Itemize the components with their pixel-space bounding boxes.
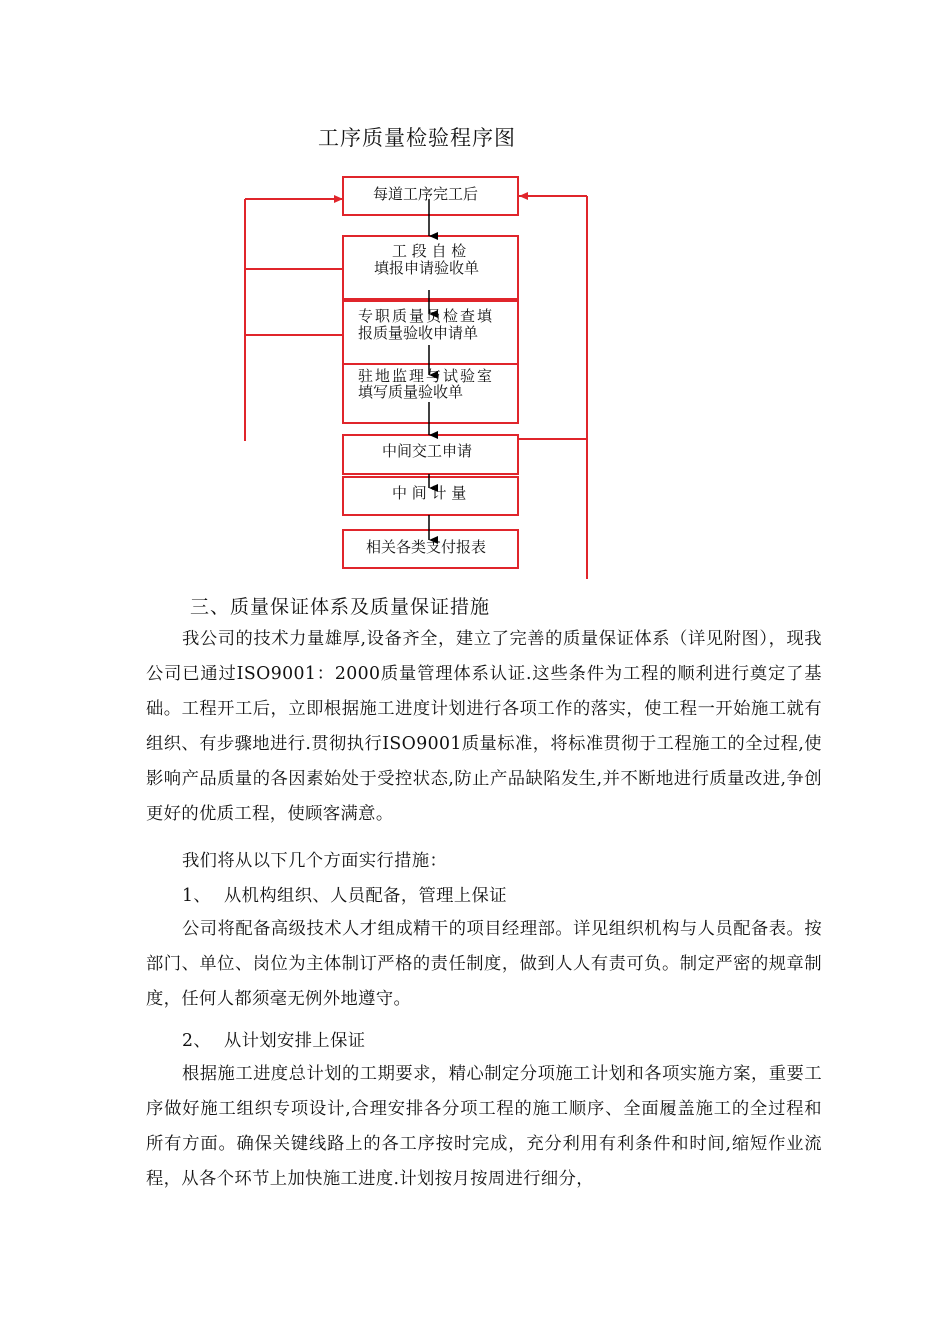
- flow-step-5-label: 中间交工申请: [382, 442, 473, 460]
- item-1-title: 从机构组织、人员配备，管理上保证: [224, 886, 507, 906]
- flow-step-2-line1: 工 段 自 检: [392, 242, 467, 260]
- item-2-title: 从计划安排上保证: [224, 1031, 366, 1051]
- section-heading: 三、质量保证体系及质量保证措施: [190, 596, 491, 618]
- measures-intro: 我们将从以下几个方面实行措施：: [182, 851, 448, 871]
- flow-step-2-line2: 填报申请验收单: [374, 259, 480, 277]
- flow-step-6-label: 中 间 计 量: [392, 484, 467, 502]
- flow-step-1-label: 每道工序完工后: [373, 185, 479, 203]
- flow-step-4-line2: 填写质量验收单: [358, 383, 464, 401]
- flowchart: [0, 0, 950, 600]
- flow-step-3-line1: 专职质量员检查填: [358, 307, 495, 325]
- item-2-heading: [182, 1026, 365, 1051]
- item-1-number: 1、: [182, 886, 212, 906]
- flow-step-7-label: 相关各类支付报表: [366, 538, 487, 556]
- flow-step-3-line2: 报质量验收申请单: [358, 324, 479, 342]
- intro-paragraph: 我公司的技术力量雄厚,设备齐全，建立了完善的质量保证体系（详见附图），现我公司已通过ISO9001：2000质量管理体系认证.这些条件为工程的顺利进行奠定了基础。工程开工后，立即根据施工进度计划进行各项工作的落实，使工程一开始施工就有组织、有步骤地进行.贯彻执行ISO9001质量标准，将标准贯彻于工程施工的全过程,使影响产品质量的各因素始处于受控状态,防止产品缺陷发生,并不断地进行质量改进,争创更好的优质工程，使顾客满意。: [146, 629, 822, 824]
- item-1-paragraph: 公司将配备高级技术人才组成精干的项目经理部。详见组织机构与人员配备表。按部门、单位、岗位为主体制订严格的责任制度，做到人人有责可负。制定严密的规章制度，任何人都须毫无例外地遵守。: [146, 919, 822, 1009]
- flowchart-title: 工序质量检验程序图: [318, 126, 516, 150]
- flow-step-4-line1: 驻地监理与试验室: [358, 367, 495, 385]
- item-2-paragraph: 根据施工进度总计划的工期要求，精心制定分项施工计划和各项实施方案，重要工序做好施工组织专项设计,合理安排各分项工程的施工顺序、全面履盖施工的全过程和所有方面。确保关键线路上的各工序按时完成，充分利用有利条件和时间,缩短作业流程，从各个环节上加快施工进度.计划按月按周进行细分，: [146, 1064, 822, 1189]
- item-1-heading: [182, 881, 507, 906]
- item-2-number: 2、: [182, 1031, 212, 1051]
